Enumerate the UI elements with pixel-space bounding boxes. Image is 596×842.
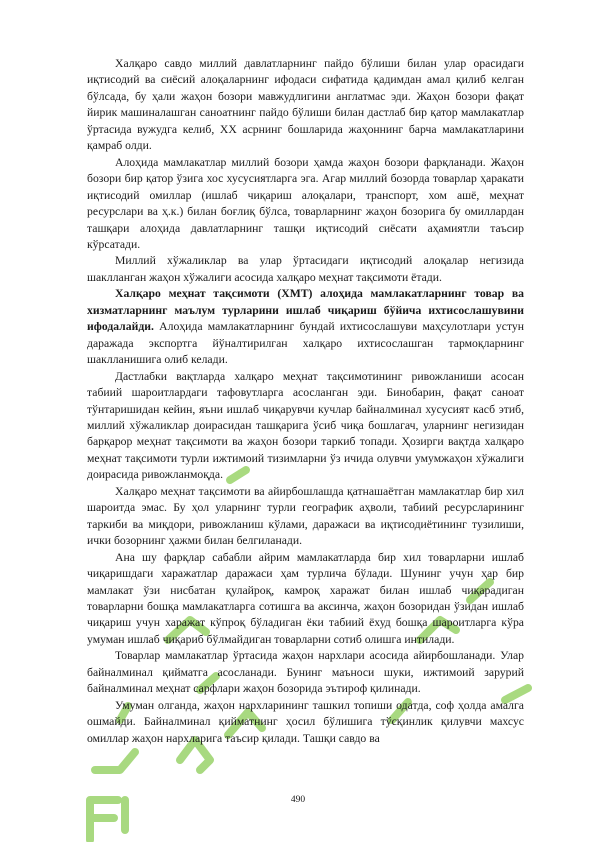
- paragraph-2: Алоҳида мамлакатлар миллий бозори ҳамда жаҳон бозори фарқланади. Жаҳон бозори бир қатор ўзига хос хусусиятларга эга. Агар миллий бозорда товарлар ҳаракати иқтисодий омиллар (ишлаб чиқариш алоқалари, транспорт, хом ашё, меҳнат ресурслари ва ҳ.к.) билан боғлиқ бўлса, товарларнинг жаҳон бозорига бу омиллардан ташқари алоҳида давлатларнинг ташқи иқтисодий сиёсати аҳамиятли таъсир кўрсатади.: [87, 155, 524, 251]
- paragraph-9: Умуман олганда, жаҳон нархларининг ташкил топиши одатда, соф ҳолда амалга ошмайди. Байналминал қийматнинг ҳосил бўлишига тўсқинлик қилувчи махсус омиллар жаҳон нархларига таъсир қилади. Ташқи савдо ва: [87, 698, 524, 745]
- paragraph-3: Миллий хўжаликлар ва улар ўртасидаги иқтисодий алоқалар негизида шаклланган жаҳон хўжалиги асосида халқаро меҳнат тақсимоти ётади.: [87, 254, 524, 284]
- paragraph-8: Товарлар мамлакатлар ўртасида жаҳон нархлари асосида айирбошланади. Улар байналминал қийматга асосланади. Бунинг маъноси шуки, ижтимоий зарурий байналминал меҳнат сарфлари жаҳон бозорида эътироф қилинади.: [87, 649, 524, 696]
- paragraph-5: Дастлабки вақтларда халқаро меҳнат тақсимотининг ривожланиши асосан табиий шароитлардаги тафовутларга асосланган эди. Бинобарин, фақат саноат тўнтаришидан кейин, яъни ишлаб чиқарувчи кучлар байналминал хусусият касб этиб, миллий хўжаликлар доирасидан ташқарига ўсиб чиқа бошлагач, уларнинг негизидан барқарор меҳнат тақсимоти ва жаҳон бозори таркиб топади. Ҳозирги вақтда халқаро меҳнат тақсимоти турли ижтимоий тизимларни ўз ичида олувчи умумжаҳон хўжалиги доирасида ривожланмоқда.: [87, 369, 524, 482]
- document-body: [87, 56, 524, 747]
- definition-bold: Халқаро меҳнат тақсимоти (ХМТ) алоҳида мамлакатларнинг товар ва хизматларнинг маълум турларини ишлаб чиқариш бўйича ихтисослашувини ифодалайди.: [87, 287, 524, 334]
- paragraph-6: Халқаро меҳнат тақсимоти ва айирбошлашда қатнашаётган мамлакатлар бир хил шароитда эмас. Бу ҳол уларнинг турли географик аҳволи, табиий ресурсларининг таркиби ва миқдори, ривожланиш кўлами, даражаси ва иқтисодиётининг тузилиши, ички бозорнинг ҳажми билан белгиланади.: [87, 484, 524, 548]
- page-number: 490: [290, 795, 306, 805]
- paragraph-7: Ана шу фарқлар сабабли айрим мамлакатларда бир хил товарларни ишлаб чиқаришдаги харажатлар даражаси ҳам турлича бўлади. Шунинг учун ҳар бир мамлакат ўзи нисбатан қулайроқ, камроқ харажат билан ишлаб чиқарадиган товарларни бошқа мамлакатларга сотишга ва аксинча, жаҳон бозоридан ўзидан ишлаб чиқариш учун харажат кўпроқ бўладиган ёки табиий ёхуд бошқа шароитларга кўра умуман ишлаб чиқариб бўлмайдиган товарларни сотиб олишга интилади.: [87, 550, 524, 646]
- paragraph-1: Халқаро савдо миллий давлатларнинг пайдо бўлиши билан улар орасидаги иқтисодий ва сиёсий алоқаларнинг ифодаси сифатида қадимдан амал қилиб келган бўлсада, бу ҳали жаҳон бозори мавжудлигини англатмас эди. Жаҳон бозори фақат йирик машиналашган саноатнинг пайдо бўлиши билан дастлаб бир қатор мамлакатлар ўртасида вужудга келиб, XX асрнинг бошларида жаҳоннинг барча мамлакатларини қамраб олди.: [87, 57, 524, 153]
- paragraph-4-definition: Халқаро меҳнат тақсимоти (ХМТ) алоҳида мамлакатларнинг товар ва хизматларнинг маълум турларини ишлаб чиқариш бўйича ихтисослашувини ифодалайди. Алоҳида мамлакатларнинг бундай ихтисослашуви маҳсулотлари устун даражада экспортга йўналтирилган халқаро ихтисослашган тармоқларнинг шаклланишига олиб келади.: [87, 287, 524, 367]
